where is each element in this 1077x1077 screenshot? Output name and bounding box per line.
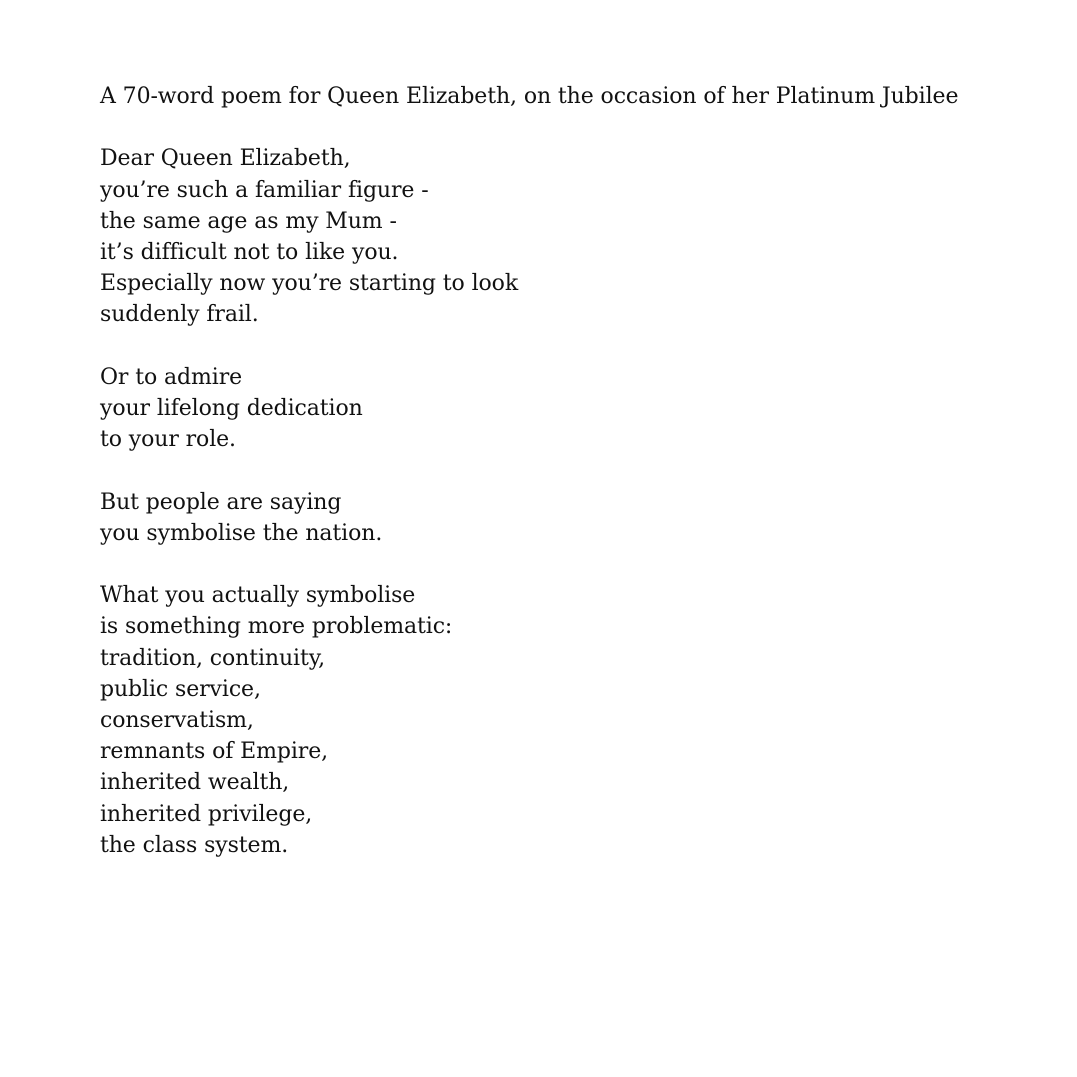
poem-line: is something more problematic: — [100, 614, 453, 640]
poem-line: the class system. — [100, 832, 289, 858]
poem-line: public service, — [100, 676, 261, 702]
stanza-3 — [100, 487, 1040, 549]
poem-line: inherited privilege, — [100, 801, 313, 827]
stanza-1 — [100, 143, 1040, 330]
poem-line: the same age as my Mum - — [100, 208, 397, 234]
poem-line: you’re such a familiar figure - — [100, 177, 429, 203]
poem-line: it’s difficult not to like you. — [100, 240, 399, 265]
poem-line: remnants of Empire, — [100, 739, 329, 765]
poem-line: to your role. — [100, 427, 236, 453]
poem-page — [100, 81, 1040, 892]
poem-line: conservatism, — [100, 708, 254, 733]
poem-line: your lifelong dedication — [100, 396, 363, 421]
poem-line: What you actually symbolise — [100, 583, 416, 609]
poem-line: Or to admire — [100, 364, 243, 390]
poem-line: suddenly frail. — [100, 302, 259, 328]
poem-title: A 70-word poem for Queen Elizabeth, on the occasion of her Platinum Jubilee — [100, 84, 959, 109]
poem-line: inherited wealth, — [100, 770, 290, 796]
poem-line: tradition, continuity, — [100, 645, 325, 671]
poem-line: you symbolise the nation. — [100, 520, 383, 546]
poem-line: Especially now you’re starting to look — [100, 271, 519, 297]
poem-line: But people are saying — [100, 489, 342, 515]
poem-line: Dear Queen Elizabeth, — [100, 146, 351, 172]
stanza-2 — [100, 362, 1040, 456]
stanza-4 — [100, 580, 1040, 861]
